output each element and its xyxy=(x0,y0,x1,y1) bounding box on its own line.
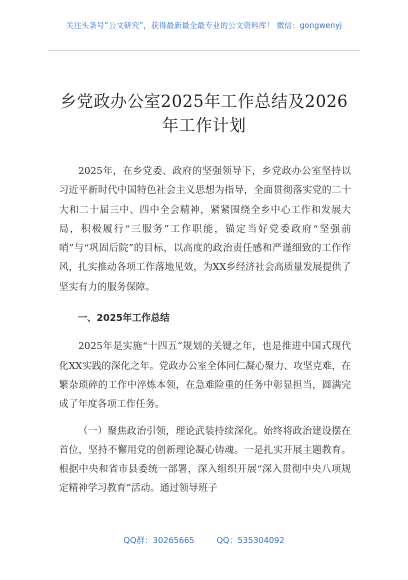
page-footer xyxy=(0,530,408,550)
document-body xyxy=(59,162,351,499)
header-divider xyxy=(48,50,360,51)
intro-paragraph: 2025年，在乡党委、政府的坚强领导下，乡党政办公室坚持以习近平新时代中国特色社会主义思想为指导，全面贯彻落实党的二十大和二十届三中、四中全会精神，紧紧围绕全乡中心工作和发展大局，积极履行“三服务”工作职能，锚定当好党委政府“坚强前哨”与“巩固后院”的目标，以高度的政治责任感和严谨细致的工作作风，扎实推动各项工作落地见效，为XX乡经济社会高质量发展提供了坚实有力的服务保障。 xyxy=(59,166,351,293)
summary-paragraph: 2025年是实施“十四五”规划的关键之年，也是推进中国式现代化XX实践的深化之年。党政办公室全体同仁凝心聚力、攻坚克难，在繁杂琐碎的工作中淬炼本领，在急难险重的任务中彰显担当，圆满完成了年度各项工作任务。 xyxy=(59,341,351,411)
document-title: 乡党政办公室2025年工作总结及2026年工作计划 xyxy=(60,92,348,135)
footer-qq-contact: QQ：535304092 xyxy=(216,534,285,545)
header-notice: 关注头条号“公文研究”，获得最新最全最专业的公文资料库！ 微信：gongwenyj xyxy=(66,20,342,30)
subsection-political-guidance: （一）聚焦政治引领，理论武装持续深化。始终将政治建设摆在首位，坚持不懈用党的创新理论凝心铸魂。一是扎实开展主题教育。根据中央和省市县委统一部署，深入组织开展“深入贯彻中央八项规定精神学习教育”活动。通过领导班子 xyxy=(59,425,351,495)
section-heading-summary: 一、2025年工作总结 xyxy=(77,313,170,325)
page-header xyxy=(0,0,408,50)
footer-qq-group: QQ群：30265665 xyxy=(123,534,195,545)
